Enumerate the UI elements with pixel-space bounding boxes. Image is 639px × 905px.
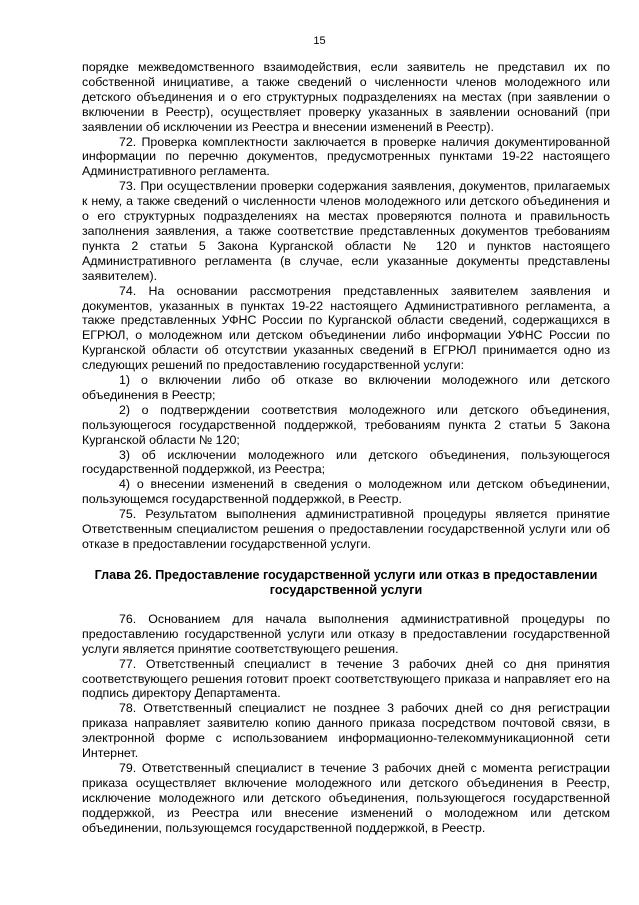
paragraph: 79. Ответственный специалист в течение 3 рабочих дней с момента регистрации приказа осуществляет включение молодежного или детского объединения в Реестр, исключение молодежного или детского объединения, пользующегося государственной поддержкой, из Реестра или внесение изменений о молодежном или детском объединении, пользующемся государственной поддержкой, в Реестр. <box>82 760 610 835</box>
paragraph: 2) о подтверждении соответствия молодежного или детского объединения, пользующегося государственной поддержкой, требованиям пункта 2 статьи 5 Закона Курганской области № 120; <box>82 402 610 447</box>
paragraph: 77. Ответственный специалист в течение 3 рабочих дней со дня принятия соответствующего решения готовит проект соответствующего приказа и направляет его на подпись директору Департамента. <box>82 656 610 701</box>
paragraph: 3) об исключении молодежного или детского объединения, пользующегося государственной поддержкой, из Реестра; <box>82 447 610 477</box>
paragraph: 1) о включении либо об отказе во включении молодежного или детского объединения в Реестр; <box>82 373 610 402</box>
section-before-heading <box>82 60 610 552</box>
page-number: 15 <box>313 35 326 47</box>
paragraph: 76. Основанием для начала выполнения административной процедуры по предоставлению государственной услуги или отказу в предоставлении государственной услуги является принятие соответствующего решения. <box>82 611 610 656</box>
paragraph: 73. При осуществлении проверки содержания заявления, документов, прилагаемых к нему, а также сведений о численности членов молодежного или детского объединения и о его структурных подразделениях на местах проверяются полнота и правильность заполнения заявления, а также соответствие представленных документов требованиям пункта 2 статьи 5 Закона Курганской области № 120 и пунктов настоящего Административного регламента (в случае, если указанные документы представлены заявителем). <box>82 179 610 283</box>
paragraph: 78. Ответственный специалист не позднее 3 рабочих дней со дня регистрации приказа направляет заявителю копию данного приказа посредством почтовой связи, в электронной форме с использованием информационно-телекоммуникационной сети Интернет. <box>82 701 610 761</box>
paragraph: порядке межведомственного взаимодействия, если заявитель не представил их по собственной инициативе, а также сведений о численности членов молодежного или детского объединения и о его структурных подразделениях на местах (при заявлении о включении в Реестр), осуществляет проверку указанных в заявлении оснований (при заявлении об исключении из Реестра и внесении изменений в Реестр). <box>82 60 610 134</box>
section-after-heading <box>82 612 610 836</box>
paragraph: 72. Проверка комплектности заключается в проверке наличия документированной информации по перечню документов, предусмотренных пунктами 19-22 настоящего Административного регламента. <box>82 134 610 179</box>
paragraph: 74. На основании рассмотрения представленных заявителем заявления и документов, указанных в пунктах 19-22 настоящего Административного регламента, а также представленных УФНС России по Курганской области сведений, содержащихся в ЕГРЮЛ, о молодежном или детском объединении либо информации УФНС России по Курганской области об отсутствии указанных сведений в ЕГРЮЛ принимается одно из следующих решений по предоставлению государственной услуги: <box>82 283 610 373</box>
paragraph: 4) о внесении изменений в сведения о молодежном или детском объединении, пользующемся государственной поддержкой, в Реестр. <box>82 477 610 507</box>
chapter-heading: Глава 26. Предоставление государственной услуги или отказ в предоставлении государственной услуги <box>94 567 598 597</box>
document-body <box>82 60 610 836</box>
paragraph: 75. Результатом выполнения административной процедуры является принятие Ответственным специалистом решения о предоставлении государственной услуги или об отказе в предоставлении государственной услуги. <box>82 507 610 551</box>
